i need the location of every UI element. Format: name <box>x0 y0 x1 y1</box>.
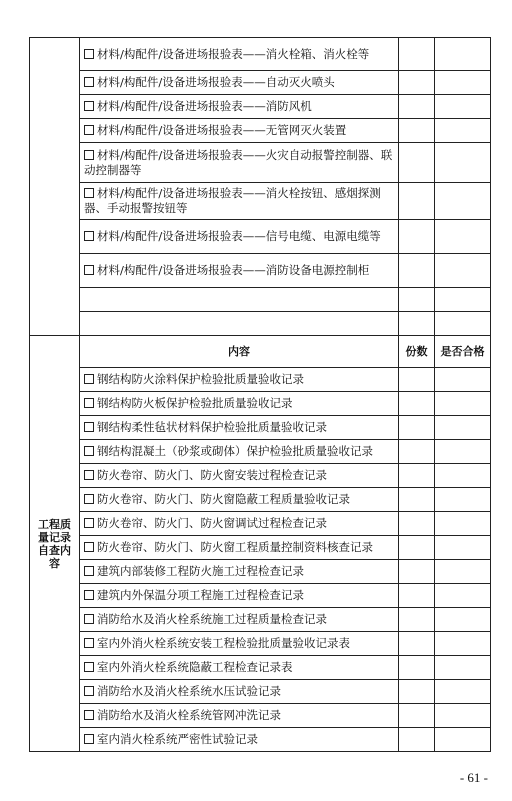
checkbox-icon[interactable] <box>84 422 94 432</box>
record-item <box>80 416 399 440</box>
record-item <box>80 608 399 632</box>
checkbox-icon[interactable] <box>84 77 94 87</box>
pass-cell <box>435 288 491 312</box>
item-label: 防火卷帘、防火门、防火窗工程质量控制资料核查记录 <box>97 540 373 554</box>
empty-content-cell <box>80 312 399 336</box>
item-label: 材料/构配件/设备进场报验表——消防风机 <box>97 99 312 113</box>
record-item <box>80 183 399 220</box>
empty-content-cell <box>80 288 399 312</box>
copies-cell <box>399 440 435 464</box>
item-label: 钢结构防火板保护检验批质量验收记录 <box>97 396 293 410</box>
copies-cell <box>399 488 435 512</box>
copies-cell <box>399 220 435 254</box>
copies-cell <box>399 728 435 752</box>
copies-cell <box>399 119 435 143</box>
copies-cell <box>399 183 435 220</box>
record-item <box>80 632 399 656</box>
checkbox-icon[interactable] <box>84 518 94 528</box>
copies-cell <box>399 512 435 536</box>
copies-cell <box>399 71 435 95</box>
checkbox-icon[interactable] <box>84 542 94 552</box>
checkbox-icon[interactable] <box>84 686 94 696</box>
checkbox-icon[interactable] <box>84 614 94 624</box>
pass-cell <box>435 220 491 254</box>
pass-cell <box>435 119 491 143</box>
item-label: 材料/构配件/设备进场报验表——无管网灭火装置 <box>97 123 347 137</box>
table-row <box>30 632 491 656</box>
table-row <box>30 38 491 71</box>
checkbox-icon[interactable] <box>84 470 94 480</box>
record-item <box>80 728 399 752</box>
item-label: 防火卷帘、防火门、防火窗隐蔽工程质量验收记录 <box>97 492 350 506</box>
pass-cell <box>435 680 491 704</box>
table-row <box>30 656 491 680</box>
checkbox-icon[interactable] <box>84 125 94 135</box>
pass-cell <box>435 71 491 95</box>
record-item <box>80 95 399 119</box>
item-label: 材料/构配件/设备进场报验表——火灾自动报警控制器、联动控制器等 <box>84 147 393 177</box>
table-row <box>30 368 491 392</box>
table-row <box>30 119 491 143</box>
checkbox-icon[interactable] <box>84 374 94 384</box>
table-row <box>30 254 491 288</box>
record-table <box>29 37 491 752</box>
copies-cell <box>399 464 435 488</box>
copies-cell <box>399 632 435 656</box>
item-label: 材料/构配件/设备进场报验表——消火栓按钮、感烟探测器、手动报警按钮等 <box>84 186 381 215</box>
table-row <box>30 183 491 220</box>
record-item <box>80 440 399 464</box>
record-item <box>80 71 399 95</box>
copies-cell <box>399 95 435 119</box>
item-label: 钢结构柔性毡状材料保护检验批质量验收记录 <box>97 420 327 434</box>
pass-cell <box>435 464 491 488</box>
header-row <box>30 336 491 368</box>
section-title-text: 工程质量记录自查内容 <box>38 517 71 570</box>
copies-cell <box>399 392 435 416</box>
copies-cell <box>399 704 435 728</box>
record-item <box>80 464 399 488</box>
pass-cell <box>435 704 491 728</box>
table-row <box>30 680 491 704</box>
checkbox-icon[interactable] <box>84 231 94 241</box>
pass-cell <box>435 38 491 71</box>
record-item <box>80 584 399 608</box>
record-item <box>80 536 399 560</box>
pass-cell <box>435 632 491 656</box>
item-label: 消防给水及消火栓系统施工过程质量检查记录 <box>97 612 327 626</box>
table-row <box>30 536 491 560</box>
record-item <box>80 254 399 288</box>
checkbox-icon[interactable] <box>84 638 94 648</box>
table-row <box>30 71 491 95</box>
item-label: 材料/构配件/设备进场报验表——信号电缆、电源电缆等 <box>97 229 381 243</box>
header-content <box>80 336 399 368</box>
record-item <box>80 392 399 416</box>
record-item <box>80 512 399 536</box>
copies-cell <box>399 680 435 704</box>
copies-cell <box>399 288 435 312</box>
table-row <box>30 416 491 440</box>
checkbox-icon[interactable] <box>84 188 94 198</box>
pass-cell <box>435 560 491 584</box>
copies-cell <box>399 254 435 288</box>
header-content-text: 内容 <box>228 345 250 358</box>
table-row <box>30 95 491 119</box>
checkbox-icon[interactable] <box>84 49 94 59</box>
copies-cell <box>399 560 435 584</box>
pass-cell <box>435 536 491 560</box>
page-number: - 61 - <box>459 770 488 785</box>
item-label: 防火卷帘、防火门、防火窗安装过程检查记录 <box>97 468 327 482</box>
pass-cell <box>435 416 491 440</box>
pass-cell <box>435 368 491 392</box>
record-item <box>80 143 399 183</box>
table-row <box>30 512 491 536</box>
copies-cell <box>399 584 435 608</box>
pass-cell <box>435 312 491 336</box>
checkbox-icon[interactable] <box>84 590 94 600</box>
pass-cell <box>435 95 491 119</box>
table-row <box>30 560 491 584</box>
table-row <box>30 288 491 312</box>
checkbox-icon[interactable] <box>84 101 94 111</box>
item-label: 材料/构配件/设备进场报验表——自动灭火喷头 <box>97 75 335 89</box>
pass-cell <box>435 488 491 512</box>
checkbox-icon[interactable] <box>84 566 94 576</box>
pass-cell <box>435 728 491 752</box>
header-pass <box>435 336 491 368</box>
table-row <box>30 728 491 752</box>
copies-cell <box>399 656 435 680</box>
pass-cell <box>435 440 491 464</box>
record-item <box>80 119 399 143</box>
item-label: 消防给水及消火栓系统管网冲洗记录 <box>97 708 281 722</box>
item-label: 室内外消火栓系统隐蔽工程检查记录表 <box>97 660 293 674</box>
record-item <box>80 680 399 704</box>
item-label: 建筑内外保温分项工程施工过程检查记录 <box>97 588 304 602</box>
table-row <box>30 704 491 728</box>
pass-cell <box>435 584 491 608</box>
record-item <box>80 38 399 71</box>
item-label: 材料/构配件/设备进场报验表——消火栓箱、消火栓等 <box>97 46 370 61</box>
checkbox-icon[interactable] <box>84 265 94 275</box>
table-row <box>30 440 491 464</box>
section-title <box>30 336 80 752</box>
section-label-cell <box>30 38 80 336</box>
table-row <box>30 464 491 488</box>
item-label: 钢结构混凝土（砂浆或砌体）保护检验批质量验收记录 <box>97 444 373 458</box>
record-item <box>80 656 399 680</box>
table-row <box>30 220 491 254</box>
pass-cell <box>435 656 491 680</box>
record-item <box>80 560 399 584</box>
pass-cell <box>435 392 491 416</box>
checkbox-icon[interactable] <box>84 494 94 504</box>
header-copies-text: 份数 <box>405 345 428 358</box>
header-copies <box>399 336 435 368</box>
item-label: 室内消火栓系统严密性试验记录 <box>97 732 258 746</box>
pass-cell <box>435 512 491 536</box>
record-item <box>80 220 399 254</box>
header-pass-text: 是否合格 <box>440 345 485 358</box>
item-label: 消防给水及消火栓系统水压试验记录 <box>97 684 281 698</box>
checkbox-icon[interactable] <box>84 662 94 672</box>
table-row <box>30 608 491 632</box>
table-row <box>30 584 491 608</box>
item-label: 材料/构配件/设备进场报验表——消防设备电源控制柜 <box>97 263 370 277</box>
pass-cell <box>435 183 491 220</box>
item-label: 室内外消火栓系统安装工程检验批质量验收记录表 <box>97 636 350 650</box>
copies-cell <box>399 368 435 392</box>
checkbox-icon[interactable] <box>84 710 94 720</box>
checkbox-icon[interactable] <box>84 150 94 160</box>
checkbox-icon[interactable] <box>84 398 94 408</box>
checkbox-icon[interactable] <box>84 734 94 744</box>
record-item <box>80 704 399 728</box>
copies-cell <box>399 312 435 336</box>
copies-cell <box>399 416 435 440</box>
table-row <box>30 392 491 416</box>
table-row <box>30 312 491 336</box>
item-label: 钢结构防火涂料保护检验批质量验收记录 <box>97 372 304 386</box>
table-row <box>30 143 491 183</box>
record-item <box>80 488 399 512</box>
pass-cell <box>435 143 491 183</box>
copies-cell <box>399 608 435 632</box>
pass-cell <box>435 254 491 288</box>
item-label: 防火卷帘、防火门、防火窗调试过程检查记录 <box>97 516 327 530</box>
table-row <box>30 488 491 512</box>
copies-cell <box>399 536 435 560</box>
item-label: 建筑内部装修工程防火施工过程检查记录 <box>97 564 304 578</box>
copies-cell <box>399 38 435 71</box>
pass-cell <box>435 608 491 632</box>
copies-cell <box>399 143 435 183</box>
checkbox-icon[interactable] <box>84 446 94 456</box>
record-item <box>80 368 399 392</box>
